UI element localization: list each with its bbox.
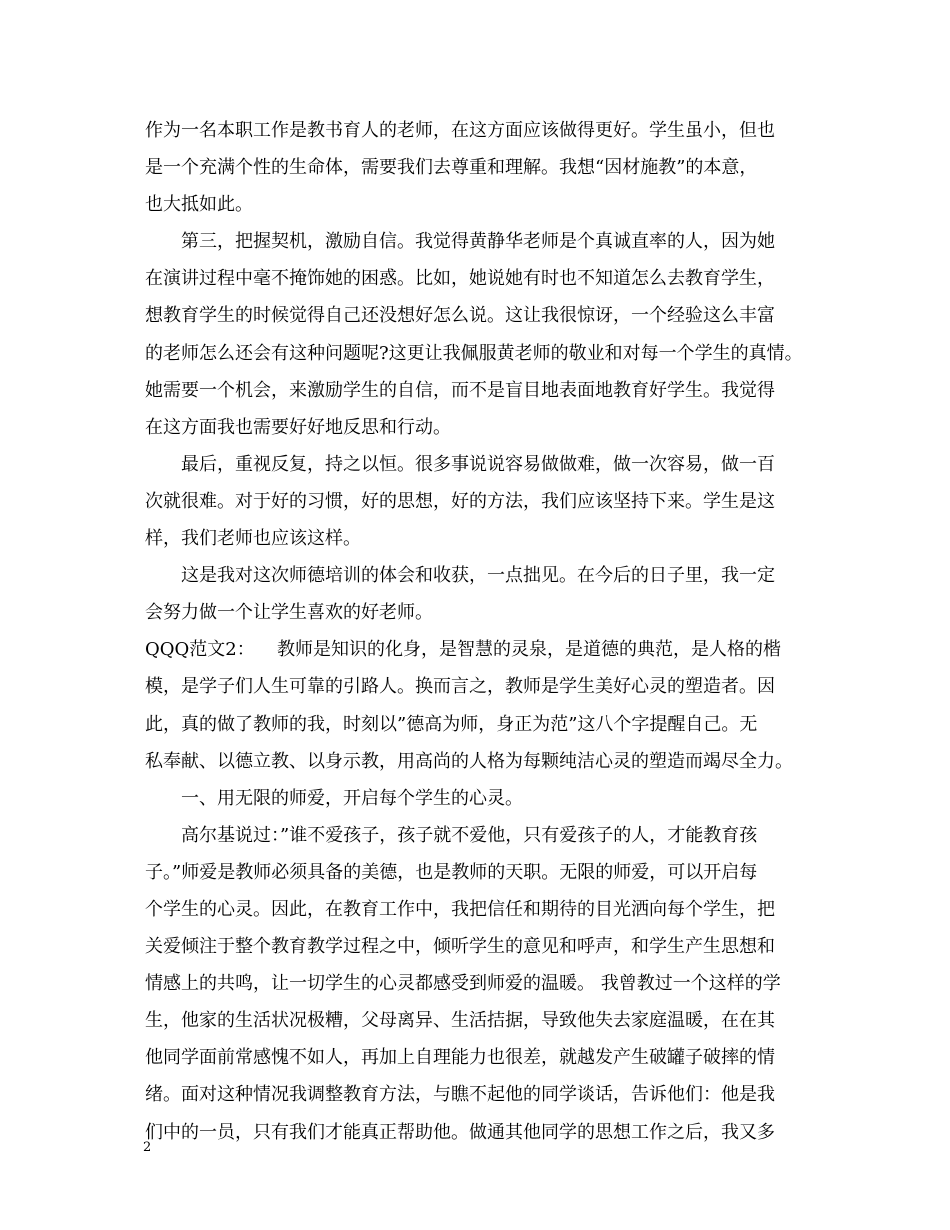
text-line: 次就很难。对于好的习惯，好的思想，好的方法，我们应该坚持下来。学生是这 [145,490,775,512]
section-heading-line [145,631,825,668]
text-line: 生，他家的生活状况极糟，父母离异、生活拮据，导致他失去家庭温暖，在在其 [145,1010,775,1032]
section-label: QQQ范文2： [145,639,255,661]
text-line: 想教育学生的时候觉得自己还没想好怎么说。这让我很惊讶，一个经验这么丰富 [145,305,775,327]
text-line: 模，是学子们人生可靠的引路人。换而言之，教师是学生美好心灵的塑造者。因 [145,676,775,698]
text-line: 她需要一个机会，来激励学生的自信，而不是盲目地表面地教育好学生。我觉得 [145,379,775,401]
text-line: 教师是知识的化身，是智慧的灵泉，是道德的典范，是人格的楷 [277,639,781,661]
text-line: 第三，把握契机，激励自信。我觉得黄静华老师是个真诚直率的人，因为她 [181,231,775,253]
text-line: 关爱倾注于整个教育教学过程之中，倾听学生的意见和呼声，和学生产生思想和 [145,936,775,958]
text-line: 个学生的心灵。因此，在教育工作中，我把信任和期待的目光洒向每个学生，把 [145,898,775,920]
text-line: 一、用无限的师爱，开启每个学生的心灵。 [181,787,523,809]
text-line: 这是我对这次师德培训的体会和收获，一点拙见。在今后的日子里，我一定 [181,565,775,587]
text-line: 会努力做一个让学生喜欢的好老师。 [145,602,433,624]
text-line: 私奉献、以德立教、以身示教，用高尚的人格为每颗纯洁心灵的塑造而竭尽全力。 [145,750,793,772]
text-line: 们中的一员，只有我们才能真正帮助他。做通其他同学的思想工作之后，我又多 [145,1121,775,1143]
text-line: 的老师怎么还会有这种问题呢?这更让我佩服黄老师的敬业和对每一个学生的真情。 [145,342,803,364]
document-body [145,112,825,1151]
text-line: 样，我们老师也应该这样。 [145,528,361,550]
text-line: 此，真的做了教师的我，时刻以”德高为师，身正为范”这八个字提醒自己。无 [145,713,758,735]
text-line: 情感上的共鸣，让一切学生的心灵都感受到师爱的温暖。 我曾教过一个这样的学 [145,973,781,995]
text-line: 高尔基说过：”谁不爱孩子，孩子就不爱他，只有爱孩子的人，才能教育孩 [181,824,758,846]
text-line: 在这方面我也需要好好地反思和行动。 [145,416,451,438]
text-line: 也大抵如此。 [145,194,253,216]
text-line: 他同学面前常感愧不如人，再加上自理能力也很差，就越发产生破罐子破摔的情 [145,1047,775,1069]
text-line: 绪。面对这种情况我调整教育方法，与瞧不起他的同学谈话，告诉他们：他是我 [145,1084,775,1106]
text-line: 最后，重视反复，持之以恒。很多事说说容易做做难，做一次容易，做一百 [181,453,775,475]
text-line: 作为一名本职工作是教书育人的老师，在这方面应该做得更好。学生虽小，但也 [145,120,775,141]
text-line: 子。”师爱是教师必须具备的美德，也是教师的天职。无限的师爱，可以开启每 [145,861,758,883]
text-line: 在演讲过程中毫不掩饰她的困惑。比如，她说她有时也不知道怎么去教育学生， [145,268,775,290]
page-number: 2 [143,1140,152,1155]
text-line: 是一个充满个性的生命体，需要我们去尊重和理解。我想“因材施教”的本意， [145,157,758,179]
